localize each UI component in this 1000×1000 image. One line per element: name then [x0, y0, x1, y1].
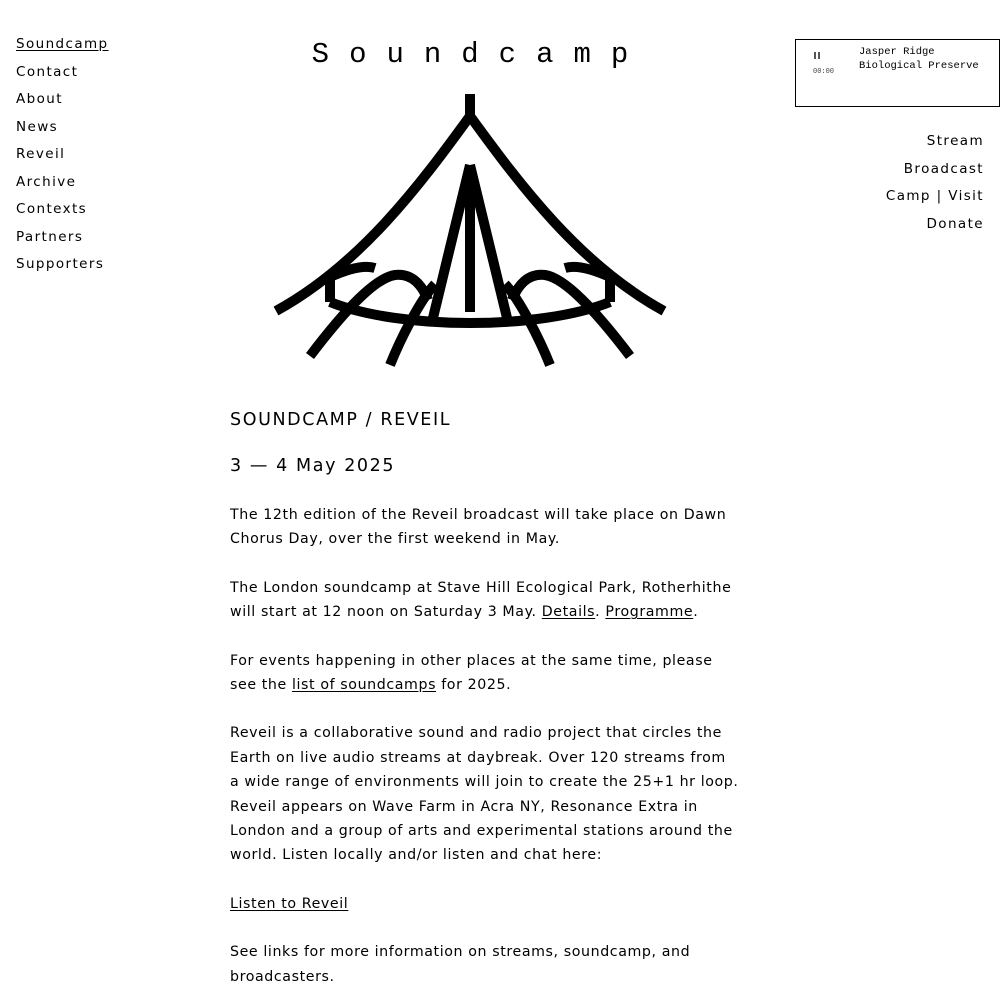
events-end-text: for 2025. [441, 677, 512, 694]
nav-item-about[interactable] [16, 89, 109, 117]
london-paragraph [230, 576, 740, 625]
listen-to-reveil-link[interactable]: Listen to Reveil [230, 895, 349, 912]
nav-item-label: Supporters [16, 256, 105, 272]
intro-paragraph: The 12th edition of the Reveil broadcast will take place on Dawn Chorus Day, over the first weekend in May. [230, 507, 727, 548]
nav-item-label: Partners [16, 228, 84, 245]
list-of-soundcamps-link[interactable]: list of soundcamps [291, 677, 437, 694]
station-name-line2: Biological Preserve [859, 59, 979, 72]
right-nav [886, 130, 984, 241]
pause-icon[interactable] [810, 50, 822, 62]
nav-item-news[interactable] [16, 117, 109, 145]
events-text: For events happening in other places at the same time, please see the [230, 652, 713, 694]
nav-item-label: Archive [16, 173, 77, 190]
nav-item-label: Soundcamp [16, 36, 109, 52]
links-paragraph: See links for more information on streams, soundcamp, and broadcasters. [230, 944, 691, 985]
site-title[interactable]: Soundcamp [311, 38, 649, 71]
separator-text: . [595, 604, 601, 621]
nav-item-supporters[interactable] [16, 254, 109, 282]
player-time: 00:00 [813, 68, 835, 76]
main-content [230, 405, 740, 989]
nav-item-partners[interactable] [16, 227, 109, 255]
audio-player [795, 39, 1000, 107]
nav-item-contexts[interactable] [16, 199, 109, 227]
events-paragraph [230, 649, 740, 698]
details-link[interactable]: Details [541, 604, 596, 621]
tent-logo-icon[interactable] [260, 92, 680, 372]
nav-item-label: Contact [16, 63, 79, 80]
reveil-paragraph: Reveil is a collaborative sound and radio project that circles the Earth on live audio streams at daybreak. Over 120 streams from a wide range of environments will join to create the 25+1 hr loop. Reveil appears on Wave Farm in Acra NY, Resonance Extra in London and a group of arts and experimental stations around the world. Listen locally and/or listen and chat here: [230, 725, 739, 864]
station-name [859, 46, 979, 73]
nav-item-label: News [16, 118, 59, 135]
end-text: . [693, 604, 699, 621]
station-name-line1: Jasper Ridge [859, 46, 935, 58]
nav-item-broadcast[interactable]: Broadcast [903, 160, 984, 177]
nav-item-label: About [16, 91, 63, 107]
nav-item-reveil[interactable] [16, 144, 109, 172]
nav-item-archive[interactable] [16, 172, 109, 200]
nav-item-donate[interactable]: Donate [926, 216, 984, 233]
nav-item-camp-visit[interactable]: Camp | Visit [885, 188, 984, 205]
listen-paragraph [230, 892, 740, 916]
london-text: The London soundcamp at Stave Hill Ecological Park, Rotherhithe will start at 12 noon on Saturday 3 May. [230, 579, 732, 621]
programme-link[interactable]: Programme [605, 604, 694, 621]
nav-item-label: Reveil [16, 146, 66, 162]
nav-item-stream[interactable]: Stream [926, 133, 984, 149]
page-heading: SOUNDCAMP / REVEIL [230, 410, 452, 430]
event-date: 3 — 4 May 2025 [230, 456, 396, 476]
nav-item-label: Contexts [16, 201, 88, 217]
